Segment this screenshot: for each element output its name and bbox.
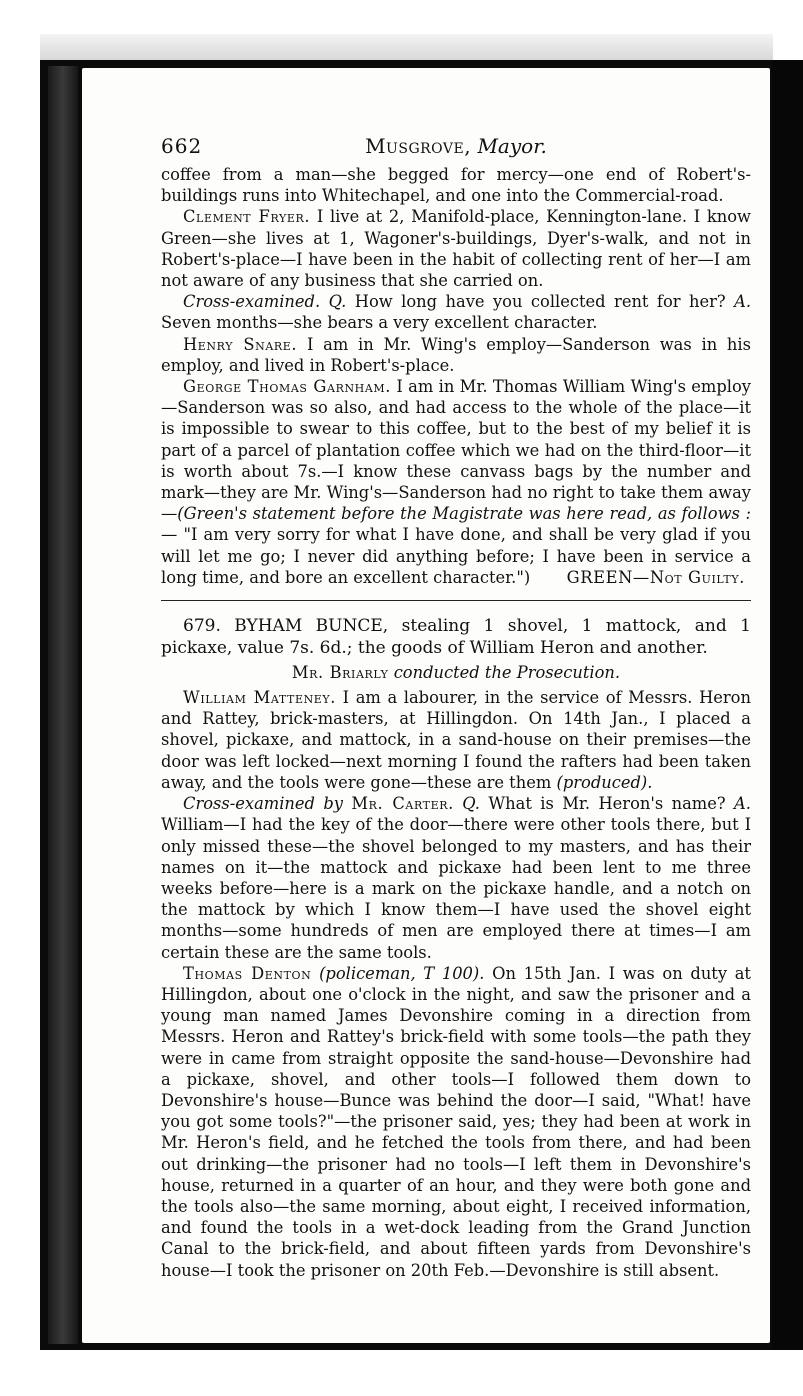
witness-name: Clement Fryer.	[183, 207, 311, 227]
answer-marker: A.	[734, 794, 751, 814]
witness-role: (policeman, T 100).	[319, 963, 485, 983]
question-marker: Q.	[328, 292, 347, 312]
witness-name: Thomas Denton	[183, 963, 312, 983]
cross-examination-matteney	[161, 793, 751, 963]
witness-name: William Matteney.	[183, 688, 337, 708]
cross-examination-fryer	[161, 291, 751, 333]
prosecution-line	[161, 661, 751, 685]
page-content	[161, 130, 751, 1281]
question-text: What is Mr. Heron's name?	[488, 794, 726, 814]
question-text: How long have you collected rent for her?	[354, 292, 726, 312]
book-spine	[48, 66, 78, 1344]
witness-name: Henry Snare.	[183, 334, 298, 354]
testimony-text: I am in Mr. Wing's employ—Sanderson was in his employ, and lived in Robert's-place.	[161, 334, 751, 375]
case-heading: 679. BYHAM BUNCE, stealing 1 shovel, 1 mattock, and 1 pickaxe, value 7s. 6d.; the goods of William Heron and another.	[161, 616, 751, 659]
page-number: 662	[161, 134, 203, 158]
scan-bottom-margin	[0, 1350, 803, 1396]
witness-name: George Thomas Garnham.	[183, 377, 392, 397]
testimony-text: I am a labourer, in the service of Messrs. Heron and Rattey, brick-masters, at Hillingdon. On 14th Jan., I placed a shovel, pickaxe, and mattock, in a sand-house on their premises—the door was left locked—next morning I found the rafters had been taken away, and the tools were gone—these are them	[161, 688, 751, 792]
testimony-garnham	[161, 376, 751, 588]
answer-text: William—I had the key of the door—there were other tools there, but I only missed these—the shovel belonged to my masters, and has their names on it—the mattock and pickaxe had been lent to me three weeks before—here is a mark on the pickaxe handle, and a notch on the mattock by which I know them—I have used the shovel eight months—some hundreds of men are employed there at times—I am certain these are the same tools.	[161, 815, 751, 962]
book-right-edge	[772, 60, 803, 1350]
produced-note: (produced).	[556, 772, 653, 792]
testimony-text: On 15th Jan. I was on duty at Hillingdon, about one o'clock in the night, and saw the prisoner and a young man named James Devonshire coming in a direction from Messrs. Heron and Rattey's brick-field with some tools—the path they were in came from straight opposite the sand-house—Devonshire had a pickaxe, shovel, and other tools—I followed them down to Devonshire's house—Bunce was behind the door—I said, "What! have you got some tools?"—the prisoner said, yes; they had been at work in Mr. Heron's field, and he fetched the tools from there, and had been out drinking—the prisoner had no tools—I left them in Devonshire's house, returned in a quarter of an hour, and they were both gone and the tools also—the same morning, about eight, I received information, and found the tools in a wet-dock leading from the Grand Junction Canal to the brick-field, and about fifteen yards from Devonshire's house—I took the prisoner on 20th Feb.—Devonshire is still absent.	[161, 963, 751, 1280]
statement-note: (Green's statement before the Magistrate was here read, as follows :—	[161, 504, 751, 545]
scan-top-margin	[0, 0, 803, 60]
running-title	[161, 134, 751, 158]
testimony-text: I live at 2, Manifold-place, Kennington-lane. I know Green—she lives at 1, Wagoner's-buildings, Dyer's-walk, and not in Robert's-place—I have been in the habit of collecting rent of her—I am not aware of any business that she carried on.	[161, 207, 751, 291]
prosecution-counsel: Mr. Briarly	[291, 663, 389, 683]
question-marker: Q.	[462, 794, 480, 814]
running-title-office: Mayor.	[477, 134, 547, 158]
statement-quote: "I am very sorry for what I have done, and shall be very glad if you will let me go; I never did anything before; I have been in service a long time, and bore an excellent character.")	[161, 525, 751, 587]
cross-counsel: Mr. Carter.	[351, 794, 454, 814]
verdict: GREEN—Not Guilty.	[566, 567, 745, 587]
answer-text: Seven months—she bears a very excellent character.	[161, 313, 598, 333]
testimony-matteney	[161, 687, 751, 793]
testimony-denton	[161, 963, 751, 1281]
answer-marker: A.	[734, 292, 751, 312]
testimony-text: I am in Mr. Thomas William Wing's employ—Sanderson was so also, and had access to the whole of the place—it is impossible to swear to this coffee, but to the best of my belief it is part of a parcel of plantation coffee which we had on the third-floor—it is worth about 7s.—I know these canvass bags by the number and mark—they are Mr. Wing's—Sanderson had no right to take them away—	[161, 377, 751, 524]
case-divider	[161, 600, 751, 601]
testimony-snare	[161, 334, 751, 376]
cross-examined-label: Cross-examined.	[183, 292, 321, 312]
running-title-name: Musgrove,	[365, 134, 472, 158]
running-head	[161, 130, 751, 164]
continued-testimony: coffee from a man—she begged for mercy—one end of Robert's-buildings runs into Whitechapel, and one into the Commercial-road.	[161, 165, 751, 206]
testimony-fryer	[161, 206, 751, 291]
cross-examined-label: Cross-examined by	[183, 794, 343, 814]
prosecution-text: conducted the Prosecution.	[393, 663, 621, 683]
